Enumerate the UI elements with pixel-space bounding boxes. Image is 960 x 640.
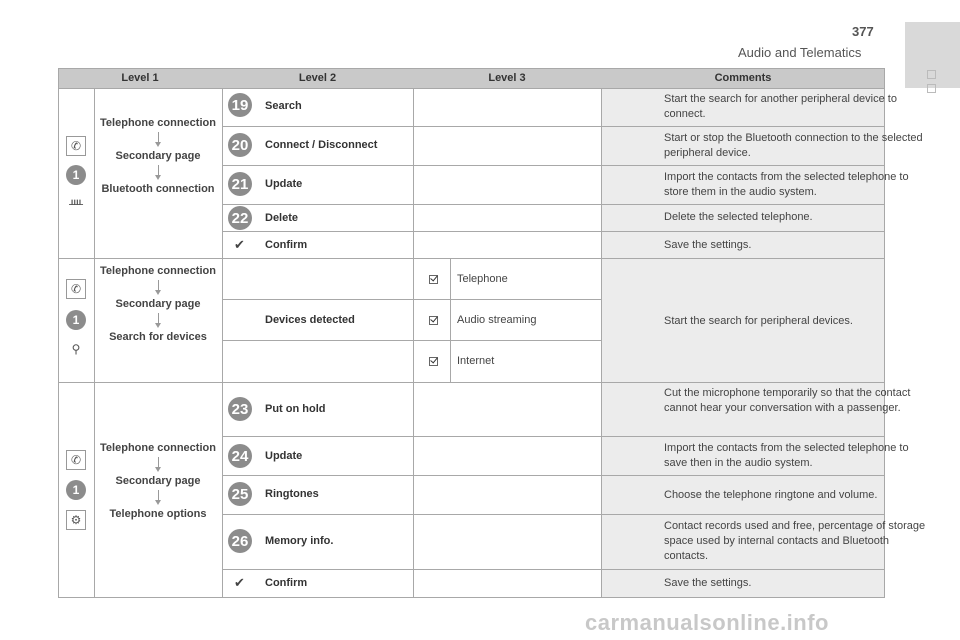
level2-label: Confirm xyxy=(265,239,308,251)
phone-icon: ✆ xyxy=(66,136,86,156)
phone-icon: ✆ xyxy=(66,450,86,470)
header-level2: Level 2 xyxy=(222,68,413,88)
step-badge: 23 xyxy=(228,397,252,421)
grid-line xyxy=(222,231,885,232)
level-marker: 1 xyxy=(66,480,86,500)
grid-line xyxy=(94,88,95,598)
grid-line xyxy=(222,126,885,127)
menu-table xyxy=(58,68,926,598)
step-badge: 26 xyxy=(228,529,252,553)
grid-line xyxy=(222,165,885,166)
arrow-down-icon xyxy=(158,457,159,468)
level1-item: Bluetooth connection xyxy=(101,183,215,195)
grid-line xyxy=(58,88,885,89)
checkbox-icon[interactable] xyxy=(429,357,438,366)
arrow-down-icon xyxy=(158,165,159,176)
comment: Import the contacts from the selected telephone to save then in the audio system. xyxy=(664,442,909,469)
grid-line xyxy=(58,258,885,259)
search-devices-icon: ⚲ xyxy=(66,339,86,359)
comment: Start the search for another peripheral device to connect. xyxy=(664,93,897,120)
bluetooth-icon: ᚉ xyxy=(66,194,86,214)
checkbox-icon[interactable] xyxy=(429,316,438,325)
nav-square-icon xyxy=(927,70,936,79)
level1-item: Secondary page xyxy=(115,150,201,162)
grid-line xyxy=(58,382,885,383)
grid-line xyxy=(222,340,601,341)
level-marker: 1 xyxy=(66,310,86,330)
comment: Start or stop the Bluetooth connection to the selected peripheral device. xyxy=(664,132,923,159)
step-badge: 19 xyxy=(228,93,252,117)
grid-line xyxy=(222,475,885,476)
step-badge: 20 xyxy=(228,133,252,157)
header-level3: Level 3 xyxy=(413,68,601,88)
confirm-check-icon: ✔ xyxy=(234,575,245,590)
comment: Start the search for peripheral devices. xyxy=(664,315,853,327)
level1-item: Telephone connection xyxy=(100,265,216,277)
level3-label: Audio streaming xyxy=(457,314,537,326)
level1-path xyxy=(98,116,218,197)
comment: Save the settings. xyxy=(664,239,752,251)
level1-item: Telephone connection xyxy=(100,117,216,129)
header-comments: Comments xyxy=(601,68,885,88)
level2-label: Put on hold xyxy=(265,403,326,415)
arrow-down-icon xyxy=(158,490,159,501)
grid-line xyxy=(222,436,885,437)
level2-label: Ringtones xyxy=(265,488,319,500)
level1-item: Telephone options xyxy=(109,508,207,520)
level1-item: Secondary page xyxy=(115,298,201,310)
step-badge: 24 xyxy=(228,444,252,468)
grid-line xyxy=(222,569,885,570)
level1-path xyxy=(98,441,218,522)
level2-label: Memory info. xyxy=(265,535,334,547)
level1-item: Telephone connection xyxy=(100,442,216,454)
phone-icon: ✆ xyxy=(66,279,86,299)
arrow-down-icon xyxy=(158,132,159,143)
level2-label: Confirm xyxy=(265,577,308,589)
level2-label: Delete xyxy=(265,212,299,224)
arrow-down-icon xyxy=(158,313,159,324)
level2-label: Devices detected xyxy=(265,314,355,326)
level2-label: Update xyxy=(265,178,303,190)
checkbox-icon[interactable] xyxy=(429,275,438,284)
comment: Choose the telephone ringtone and volume. xyxy=(664,489,878,501)
step-badge: 21 xyxy=(228,172,252,196)
comment: Import the contacts from the selected telephone to store them in the audio system. xyxy=(664,171,909,198)
telephone-options-icon: ⚙ xyxy=(66,510,86,530)
level2-label: Search xyxy=(265,100,302,112)
level3-label: Telephone xyxy=(457,273,508,285)
grid-line xyxy=(58,68,885,69)
comment: Save the settings. xyxy=(664,577,752,589)
header-level1: Level 1 xyxy=(58,68,222,88)
grid-line xyxy=(222,204,885,205)
step-badge: 25 xyxy=(228,482,252,506)
grid-line xyxy=(450,258,451,382)
comment: Delete the selected telephone. xyxy=(664,211,813,223)
grid-line xyxy=(222,299,601,300)
comment: Contact records used and free, percentage of storage space used by internal contacts and Bluetooth contacts. xyxy=(664,520,926,562)
level-marker: 1 xyxy=(66,165,86,185)
level1-item: Search for devices xyxy=(109,331,207,343)
watermark: carmanualsonline.info xyxy=(585,610,829,635)
section-title: Audio and Telematics xyxy=(738,45,862,60)
level1-path xyxy=(98,264,218,345)
grid-line xyxy=(58,597,885,598)
grid-line xyxy=(58,68,59,598)
grid-line xyxy=(222,514,885,515)
level1-item: Secondary page xyxy=(115,475,201,487)
arrow-down-icon xyxy=(158,280,159,291)
confirm-check-icon: ✔ xyxy=(234,237,245,252)
page-number: 377 xyxy=(852,24,874,39)
level2-label: Connect / Disconnect xyxy=(265,139,378,151)
step-badge: 22 xyxy=(228,206,252,230)
level2-label: Update xyxy=(265,450,303,462)
level3-label: Internet xyxy=(457,355,495,367)
comment: Cut the microphone temporarily so that the contact cannot hear your conversation with a passenger. xyxy=(664,387,911,414)
